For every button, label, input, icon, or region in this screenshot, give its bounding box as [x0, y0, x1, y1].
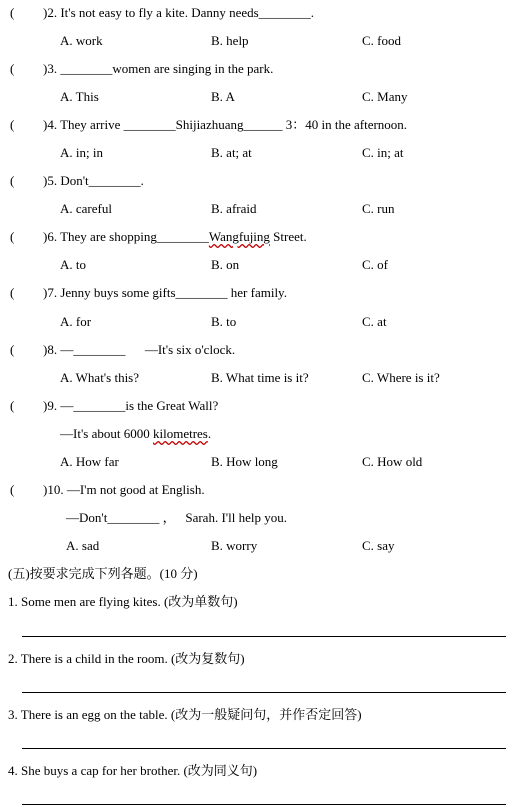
q4-option-c[interactable]: C. in; at [362, 145, 404, 160]
q2-option-b[interactable]: B. help [211, 33, 249, 48]
question-8-stem: ( )8. —________ —It's six o'clock. [10, 342, 236, 357]
question-2-stem: ( )2. It's not easy to fly a kite. Danny needs________. [10, 5, 314, 20]
section-heading: (五)按要求完成下列各题。(10 分) [8, 566, 198, 581]
q9-option-b[interactable]: B. How long [211, 454, 278, 469]
q4-option-b[interactable]: B. at; at [211, 145, 252, 160]
q8-option-c[interactable]: C. Where is it? [362, 370, 440, 385]
q2-option-c[interactable]: C. food [362, 33, 401, 48]
question-9-stem: ( )9. —________is the Great Wall? [10, 398, 219, 413]
question-4-stem: ( )4. They arrive ________Shijiazhuang______ 3：40 in the afternoon. [10, 117, 408, 132]
q5-option-c[interactable]: C. run [362, 201, 395, 216]
q8-option-a[interactable]: A. What's this? [60, 370, 140, 385]
answer-line-4[interactable] [22, 804, 506, 805]
question-5-stem: ( )5. Don't________. [10, 173, 144, 188]
q6-option-a[interactable]: A. to [60, 257, 86, 272]
q2-option-a[interactable]: A. work [60, 33, 103, 48]
wavy-underlined-word: kilometres [152, 426, 208, 441]
q4-option-a[interactable]: A. in; in [60, 145, 103, 160]
answer-line-3[interactable] [22, 748, 506, 749]
wavy-underlined-word: Wangfujing [208, 229, 270, 244]
answer-line-2[interactable] [22, 692, 506, 693]
rewrite-item-4: 4. She buys a cap for her brother. (改为同义句) [8, 763, 258, 778]
q7-option-a[interactable]: A. for [60, 314, 92, 329]
q8-option-b[interactable]: B. What time is it? [211, 370, 309, 385]
q10-option-b[interactable]: B. worry [211, 538, 258, 553]
question-6-stem: ( )6. They are shopping________Wangfujing Street. [10, 229, 307, 244]
rewrite-item-1: 1. Some men are flying kites. (改为单数句) [8, 594, 238, 609]
q3-option-c[interactable]: C. Many [362, 89, 408, 104]
question-10-dialogue: —Don't________ ， Sarah. I'll help you. [66, 510, 287, 525]
question-9-answer-line: —It's about 6000 kilometres. [60, 426, 212, 441]
question-10-stem: ( )10. —I'm not good at English. [10, 482, 205, 497]
question-3-stem: ( )3. ________women are singing in the park. [10, 61, 274, 76]
q6-option-b[interactable]: B. on [211, 257, 240, 272]
q10-option-a[interactable]: A. sad [66, 538, 100, 553]
q3-option-b[interactable]: B. A [211, 89, 235, 104]
rewrite-item-2: 2. There is a child in the room. (改为复数句) [8, 651, 245, 666]
q3-option-a[interactable]: A. This [60, 89, 99, 104]
q9-option-c[interactable]: C. How old [362, 454, 423, 469]
rewrite-item-3: 3. There is an egg on the table. (改为一般疑问句，并作否定回答) [8, 707, 362, 722]
answer-line-1[interactable] [22, 636, 506, 637]
q9-option-a[interactable]: A. How far [60, 454, 119, 469]
q5-option-b[interactable]: B. afraid [211, 201, 257, 216]
q7-option-b[interactable]: B. to [211, 314, 237, 329]
q6-option-c[interactable]: C. of [362, 257, 388, 272]
q10-option-c[interactable]: C. say [362, 538, 395, 553]
q5-option-a[interactable]: A. careful [60, 201, 112, 216]
q7-option-c[interactable]: C. at [362, 314, 387, 329]
question-7-stem: ( )7. Jenny buys some gifts________ her family. [10, 285, 287, 300]
